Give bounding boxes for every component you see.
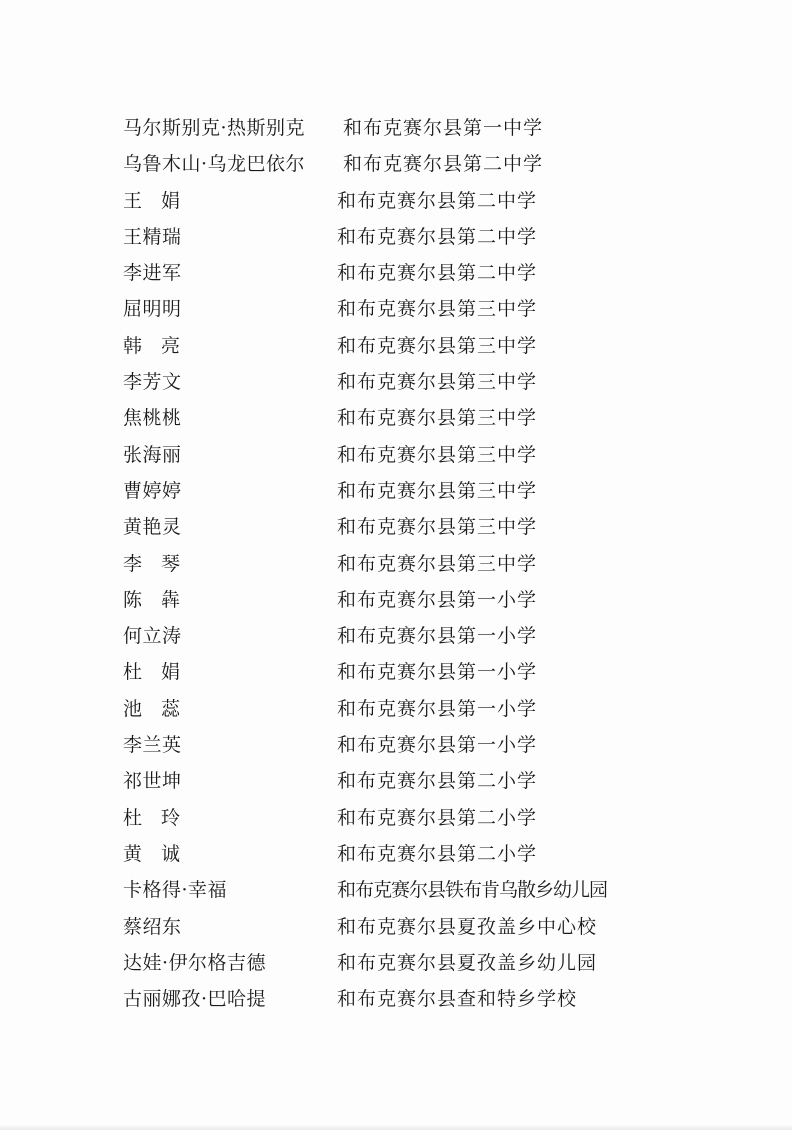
person-name: 蔡绍东 <box>123 915 182 938</box>
list-item <box>123 400 683 436</box>
list-item <box>123 328 683 364</box>
person-name: 张海丽 <box>123 443 182 466</box>
school-name: 和布克赛尔县第三中学 <box>337 479 538 502</box>
name-unit-list <box>123 110 683 1017</box>
person-name: 李芳文 <box>123 371 182 394</box>
list-item <box>123 509 683 545</box>
person-name: 乌鲁木山·乌龙巴依尔 <box>123 153 306 176</box>
list-item <box>123 618 683 654</box>
school-name: 和布克赛尔县第二中学 <box>337 189 538 212</box>
list-item <box>123 110 683 146</box>
person-name: 黄艳灵 <box>123 516 182 539</box>
list-item <box>123 800 683 836</box>
person-name: 陈 犇 <box>123 588 181 611</box>
school-name: 和布克赛尔县夏孜盖乡中心校 <box>337 915 598 938</box>
list-item <box>123 546 683 582</box>
list-item <box>123 945 683 981</box>
list-item <box>123 219 683 255</box>
school-name: 和布克赛尔县第三中学 <box>337 298 538 321</box>
list-item <box>123 437 683 473</box>
school-name: 和布克赛尔县第三中学 <box>337 407 538 430</box>
list-item <box>123 727 683 763</box>
school-name: 和布克赛尔县第一小学 <box>337 697 538 720</box>
list-item <box>123 691 683 727</box>
person-name: 马尔斯别克·热斯别克 <box>123 117 306 139</box>
school-name: 和布克赛尔县第一小学 <box>337 625 538 648</box>
person-name: 屈明明 <box>123 298 182 321</box>
list-item <box>123 981 683 1017</box>
person-name: 韩 亮 <box>123 334 181 357</box>
person-name: 古丽娜孜·巴哈提 <box>123 988 267 1011</box>
person-name: 杜 娟 <box>123 661 181 684</box>
person-name: 祁世坤 <box>123 770 182 793</box>
list-item <box>123 183 683 219</box>
list-item <box>123 654 683 690</box>
list-item <box>123 872 683 908</box>
list-item <box>123 836 683 872</box>
school-name: 和布克赛尔县第一小学 <box>337 661 538 684</box>
list-item <box>123 582 683 618</box>
person-name: 卡格得·幸福 <box>123 879 228 902</box>
list-item <box>123 255 683 291</box>
person-name: 达娃·伊尔格吉德 <box>123 951 267 974</box>
list-item <box>123 763 683 799</box>
list-item <box>123 473 683 509</box>
person-name: 李兰英 <box>123 734 182 757</box>
school-name: 和布克赛尔县第一小学 <box>337 588 538 611</box>
person-name: 曹婷婷 <box>123 479 182 502</box>
school-name: 和布克赛尔县第三中学 <box>337 371 538 394</box>
person-name: 李进军 <box>123 262 182 285</box>
person-name: 杜 玲 <box>123 806 181 829</box>
list-item <box>123 364 683 400</box>
school-name: 和布克赛尔县第一中学 <box>343 117 544 139</box>
person-name: 王 娟 <box>123 189 181 212</box>
school-name: 和布克赛尔县第二中学 <box>337 262 538 285</box>
person-name: 焦桃桃 <box>123 407 182 430</box>
school-name: 和布克赛尔县第三中学 <box>337 552 538 575</box>
school-name: 和布克赛尔县第三中学 <box>337 334 538 357</box>
person-name: 黄 诚 <box>123 842 181 865</box>
school-name: 和布克赛尔县第二中学 <box>337 225 538 248</box>
school-name: 和布克赛尔县第二小学 <box>337 842 538 865</box>
school-name: 和布克赛尔县第三中学 <box>337 443 538 466</box>
person-name: 李 琴 <box>123 552 181 575</box>
page-bottom-edge <box>0 1124 792 1130</box>
school-name: 和布克赛尔县第二小学 <box>337 770 538 793</box>
list-item <box>123 909 683 945</box>
school-name: 和布克赛尔县第三中学 <box>337 516 538 539</box>
school-name: 和布克赛尔县铁布肯乌散乡幼儿园 <box>337 879 608 902</box>
person-name: 何立涛 <box>123 625 182 648</box>
school-name: 和布克赛尔县第一小学 <box>337 734 538 757</box>
list-item <box>123 291 683 327</box>
school-name: 和布克赛尔县第二中学 <box>343 153 544 176</box>
school-name: 和布克赛尔县查和特乡学校 <box>337 988 578 1011</box>
list-item <box>123 146 683 182</box>
person-name: 池 蕊 <box>123 697 181 720</box>
school-name: 和布克赛尔县第二小学 <box>337 806 538 829</box>
school-name: 和布克赛尔县夏孜盖乡幼儿园 <box>337 951 598 974</box>
person-name: 王精瑞 <box>123 225 182 248</box>
